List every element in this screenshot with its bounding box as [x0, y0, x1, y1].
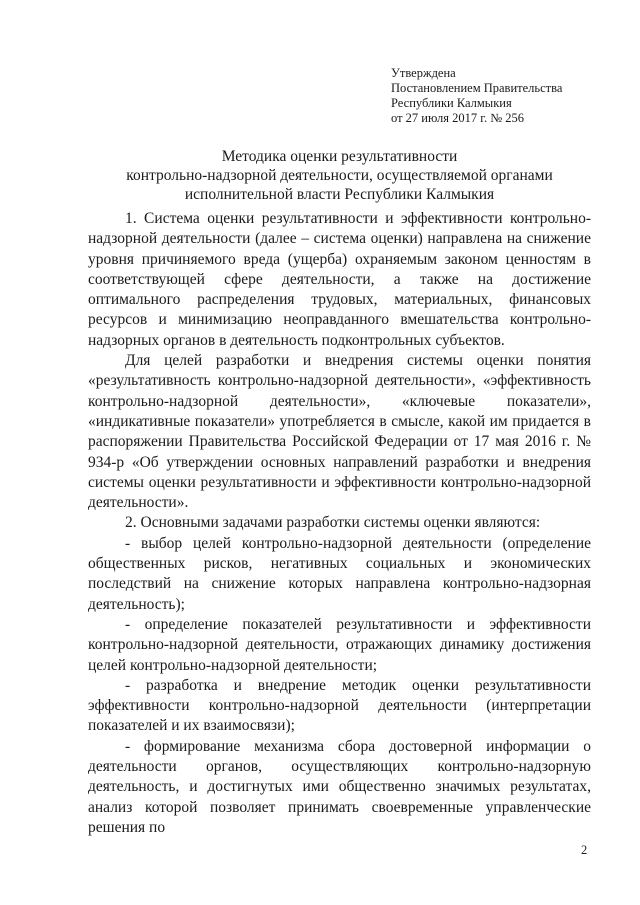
document-body — [88, 209, 591, 838]
list-item: - определение показателей результативности и эффективности контрольно-надзорной деятельности, отражающих динамику достижения целей контрольно-надзорной деятельности; — [88, 615, 591, 674]
approval-line: Республики Калмыкия — [391, 96, 512, 110]
list-item: - разработка и внедрение методик оценки результативности эффективности контрольно-надзорной деятельности (интерпретации показателей и их взаимосвязи); — [88, 676, 591, 735]
document-title — [88, 147, 591, 204]
page-number: 2 — [581, 843, 588, 857]
approval-line: от 27 июля 2017 г. № 256 — [391, 111, 525, 125]
approval-line: Постановлением Правительства — [391, 81, 563, 95]
approval-line: Утверждена — [391, 66, 456, 80]
title-line: контрольно-надзорной деятельности, осуществляемой органами — [126, 167, 553, 184]
paragraph-3: 2. Основными задачами разработки системы оценки являются: — [125, 514, 541, 532]
paragraph-1: 1. Система оценки результативности и эффективности контрольно-надзорной деятельности (далее – система оценки) направлена на снижение уровня причиняемого вреда (ущерба) охраняемым законом ценностям в соответствующей сфере деятельности, а также на достижение оптимального распределения трудовых, материальных, финансовых ресурсов и минимизацию неоправданного вмешательства контрольно-надзорных органов в деятельность подконтрольных субъектов. — [88, 210, 591, 349]
list-item: - выбор целей контрольно-надзорной деятельности (определение общественных рисков, негативных социальных и экономических последствий на снижение которых направлена контрольно-надзорная деятельность); — [88, 534, 591, 613]
approval-block — [391, 66, 562, 126]
list-item: - формирование механизма сбора достоверной информации о деятельности органов, осуществляющих контрольно-надзорную деятельность, и достигнутых ими общественно значимых результатах, анализ которой позволяет принимать своевременные управленческие решения по — [88, 737, 591, 836]
title-line: исполнительной власти Республики Калмыкия — [184, 186, 495, 203]
paragraph-2: Для целей разработки и внедрения системы оценки понятия «результативность контрольно-надзорной деятельности», «эффективность контрольно-надзорной деятельности», «ключевые показатели», «индикативные показатели» употребляется в смысле, какой им придается в распоряжении Правительства Российской Федерации от 17 мая 2016 г. № 934-р «Об утверждении основных направлений разработки и внедрения системы оценки результативности и эффективности контрольно-надзорной деятельности». — [88, 352, 591, 512]
title-line: Методика оценки результативности — [221, 148, 458, 165]
